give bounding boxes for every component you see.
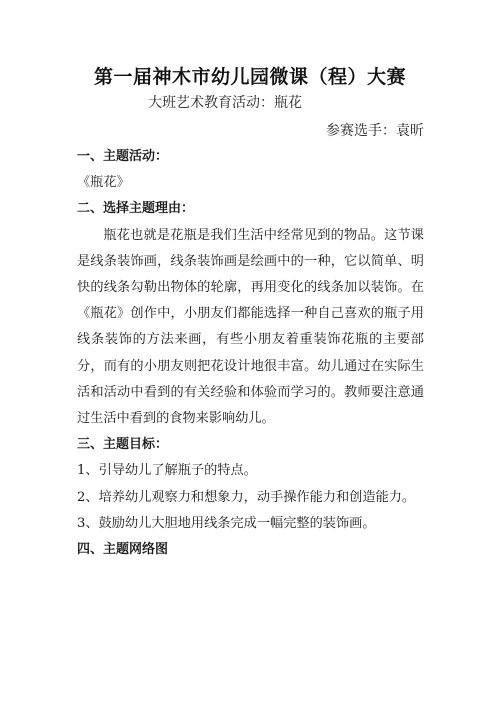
section-heading-theme-goals: 三、主题目标： xyxy=(77,437,169,453)
goal-item-3: 3、鼓励幼儿大胆地用线条完成一幅完整的装饰画。 xyxy=(77,515,376,531)
section-heading-theme-activity: 一、主题活动： xyxy=(77,149,169,164)
goal-item-2: 2、培养幼儿观察力和想象力，动手操作能力和创造能力。 xyxy=(77,489,416,505)
document-body xyxy=(77,144,424,563)
section-heading-theme-reason: 二、选择主题理由： xyxy=(77,201,195,217)
document-subtitle: 大班艺术教育活动：瓶花 xyxy=(148,95,302,111)
contestant-line: 参赛选手：袁昕 xyxy=(326,123,424,139)
theme-activity-text: 《瓶花》 xyxy=(77,175,130,191)
theme-reason-paragraph: 瓶花也就是花瓶是我们生活中经常见到的物品。这节课是线条装饰画，线条装饰画是绘画中的一种，它以简单、明快的线条勾勒出物体的轮廓，再用变化的线条加以装饰。在《瓶花》创作中，小朋友们都能选择一种自己喜欢的瓶子用线条装饰的方法来画，有些小朋友着重装饰花瓶的主要部分，而有的小朋友则把花设计地很丰富。幼儿通过在实际生活和活动中看到的有关经验和体验而学习的。教师要注意通过生活中看到的食物来影响幼儿。 xyxy=(77,227,424,427)
goal-item-1: 1、引导幼儿了解瓶子的特点。 xyxy=(77,463,257,479)
section-heading-theme-network: 四、主题网络图 xyxy=(77,542,169,558)
document-title: 第一届神木市幼儿园微课（程）大赛 xyxy=(93,66,406,88)
